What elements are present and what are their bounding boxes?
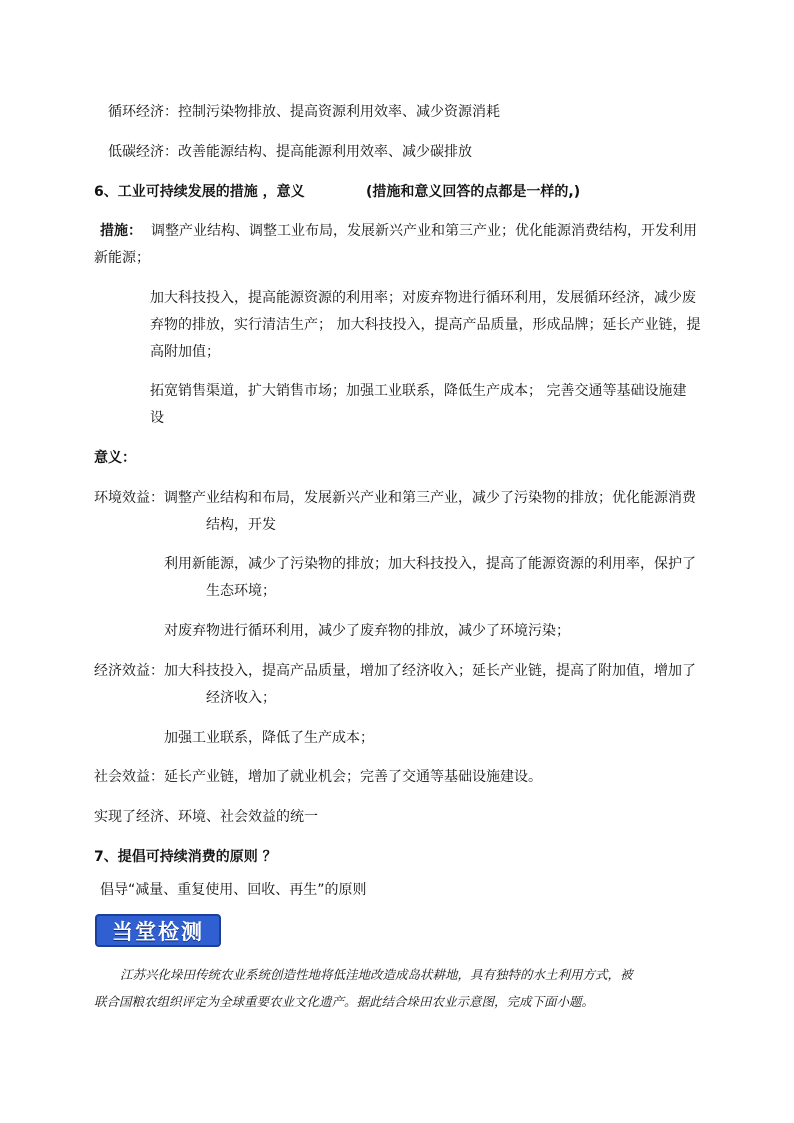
measures-line-2c: 高附加值； xyxy=(150,344,220,360)
economy-line-1a: 经济效益：加大科技投入，提高产品质量，增加了经济收入；延长产业链，提高了附加值，增加了 xyxy=(94,663,696,679)
significance-label: 意义： xyxy=(94,450,136,466)
section-7-answer: 倡导“减量、重复使用、回收、再生”的原则 xyxy=(100,882,367,898)
social-line: 社会效益：延长产业链，增加了就业机会；完善了交通等基础设施建设。 xyxy=(94,769,542,785)
section-6-note: (措施和意义回答的点都是一样的,) xyxy=(366,184,581,200)
environment-line-2a: 利用新能源，减少了污染物的排放；加大科技投入，提高了能源资源的利用率，保护了 xyxy=(164,556,696,572)
economy-line-2: 加强工业联系，降低了生产成本； xyxy=(164,730,374,746)
measures-line-2a: 加大科技投入，提高能源资源的利用率；对废弃物进行循环利用，发展循环经济，减少废 xyxy=(150,290,696,306)
measures-line-2b: 弃物的排放，实行清洁生产； 加大科技投入，提高产品质量，形成品牌；延长产业链，提 xyxy=(150,317,701,333)
economy-line-1b: 经济收入； xyxy=(206,690,276,706)
low-carbon-line: 低碳经济：改善能源结构、提高能源利用效率、减少碳排放 xyxy=(108,144,472,160)
measures-line-3b: 设 xyxy=(150,410,164,426)
measures-line-1a: 调整产业结构、调整工业布局，发展新兴产业和第三产业；优化能源消费结构，开发利用 xyxy=(151,223,697,239)
environment-line-1b: 结构，开发 xyxy=(206,517,276,533)
section-7-title: 7、提倡可持续消费的原则 ？ xyxy=(94,849,277,865)
in-class-test-badge: 当堂检测 xyxy=(95,914,221,947)
circular-economy-line: 循环经济：控制污染物排放、提高资源利用效率、减少资源消耗 xyxy=(108,104,500,120)
environment-line-2b: 生态环境； xyxy=(206,583,276,599)
intro-line-b: 联合国粮农组织评定为全球重要农业文化遗产。据此结合垛田农业示意图，完成下面小题。 xyxy=(94,994,595,1009)
measures-label: 措施： xyxy=(100,223,142,239)
unity-line: 实现了经济、环境、社会效益的统一 xyxy=(94,809,318,825)
environment-line-3: 对废弃物进行循环利用，减少了废弃物的排放，减少了环境污染； xyxy=(164,623,570,639)
intro-line-a: 江苏兴化垛田传统农业系统创造性地将低洼地改造成岛状耕地，具有独特的水土利用方式，被 xyxy=(120,967,633,982)
environment-line-1a: 环境效益：调整产业结构和布局，发展新兴产业和第三产业，减少了污染物的排放；优化能源消费 xyxy=(94,490,696,506)
measures-line-1b: 新能源； xyxy=(94,250,150,266)
measures-line-3a: 拓宽销售渠道，扩大销售市场；加强工业联系，降低生产成本； 完善交通等基础设施建 xyxy=(150,383,687,399)
section-6-title: 6、工业可持续发展的措施 ，意义 xyxy=(94,184,305,200)
